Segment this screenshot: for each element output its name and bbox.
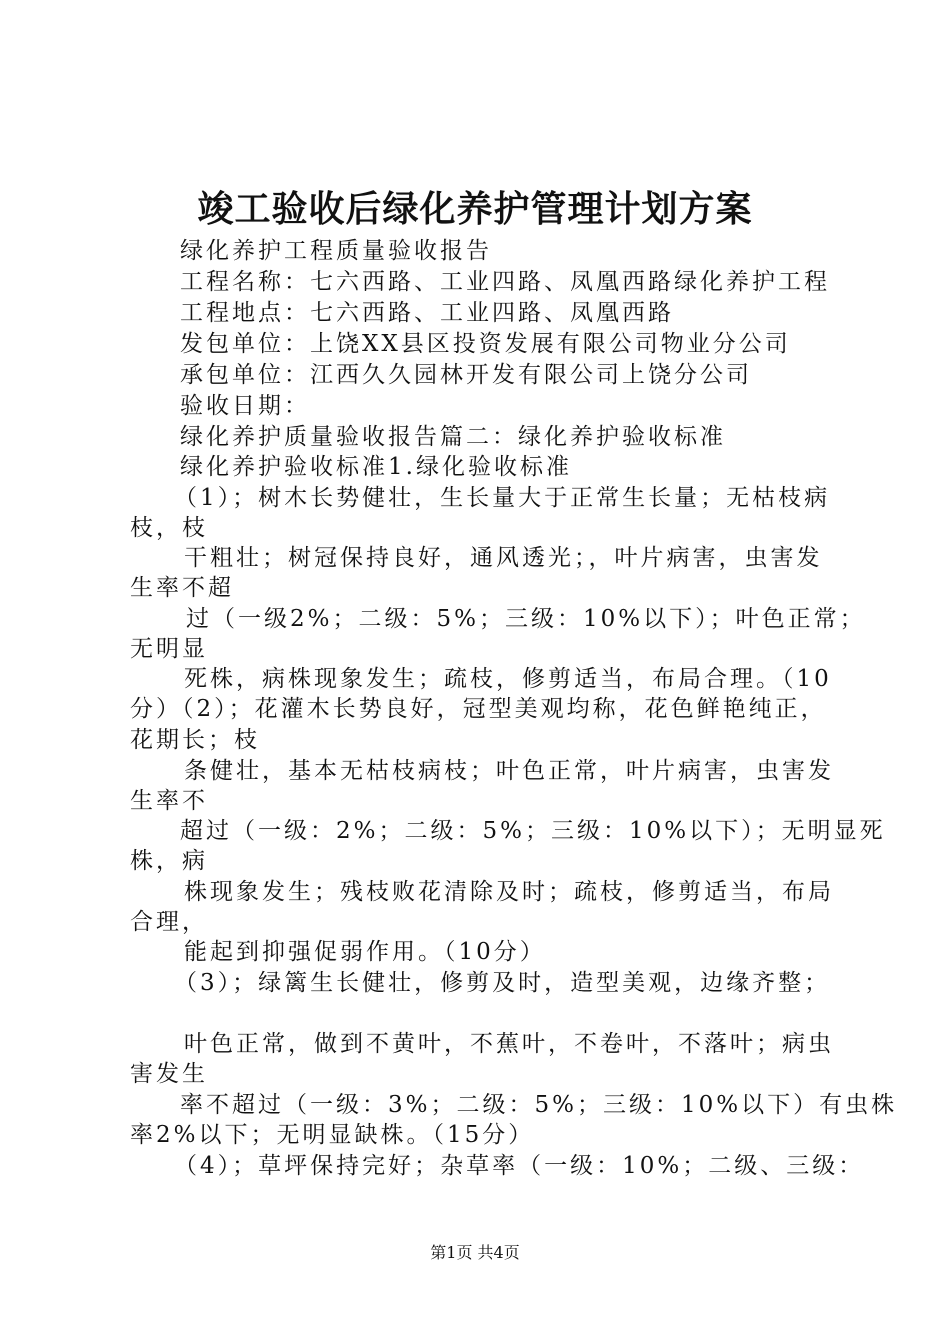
text-line: 生率不: [130, 788, 208, 814]
text-line: 能起到抑强促弱作用。（10分）: [184, 939, 546, 965]
text-line: 绿化养护验收标准1.绿化验收标准: [180, 454, 572, 480]
text-line: 害发生: [130, 1061, 208, 1087]
page-number-footer: 第1页 共4页: [430, 1243, 520, 1262]
text-line: 条健壮，基本无枯枝病枝；叶色正常，叶片病害，虫害发: [184, 758, 834, 784]
text-line: 死株，病株现象发生；疏枝，修剪适当，布局合理。（10: [184, 666, 832, 692]
text-line: 株，病: [130, 848, 208, 874]
text-line: 干粗壮；树冠保持良好，通风透光；，叶片病害，虫害发: [184, 545, 823, 571]
text-line: （1）；树木长势健壮，生长量大于正常生长量；无枯枝病: [174, 485, 831, 511]
text-line: 分）（2）；花灌木长势良好，冠型美观均称，花色鲜艳纯正，: [130, 696, 827, 722]
text-line: 合理，: [130, 909, 208, 935]
text-line: 率2%以下；无明显缺株。（15分）: [130, 1122, 535, 1148]
text-line: 发包单位：上饶XX县区投资发展有限公司物业分公司: [180, 331, 791, 357]
text-line: 超过（一级：2%；二级：5%；三级：10%以下）；无明显死: [180, 818, 886, 844]
text-line: 承包单位：江西久久园林开发有限公司上饶分公司: [180, 362, 752, 388]
text-line: 株现象发生；残枝败花清除及时；疏枝，修剪适当，布局: [184, 879, 834, 905]
text-line: 生率不超: [130, 575, 234, 601]
text-line: 花期长；枝: [130, 727, 260, 753]
text-line: 工程地点：七六西路、工业四路、凤凰西路: [180, 300, 674, 326]
text-line: 工程名称：七六西路、工业四路、凤凰西路绿化养护工程: [180, 269, 830, 295]
text-line: 叶色正常，做到不黄叶，不蕉叶，不卷叶，不落叶；病虫: [184, 1031, 834, 1057]
text-line: （4）；草坪保持完好；杂草率（一级：10%；二级、三级：: [174, 1153, 865, 1179]
text-line: 枝，枝: [130, 515, 208, 541]
text-line: 率不超过（一级：3%；二级：5%；三级：10%以下）有虫株: [180, 1092, 898, 1118]
text-line: 绿化养护质量验收报告篇二：绿化养护验收标准: [180, 424, 726, 450]
text-line: 绿化养护工程质量验收报告: [180, 238, 492, 264]
text-line: 无明显: [130, 636, 208, 662]
text-line: （3）；绿篱生长健壮，修剪及时，造型美观，边缘齐整；: [174, 970, 831, 996]
document-title: 竣工验收后绿化养护管理计划方案: [197, 188, 753, 230]
text-line: 过（一级2%；二级：5%；三级：10%以下）；叶色正常；: [186, 606, 866, 632]
text-line: 验收日期：: [180, 393, 310, 419]
